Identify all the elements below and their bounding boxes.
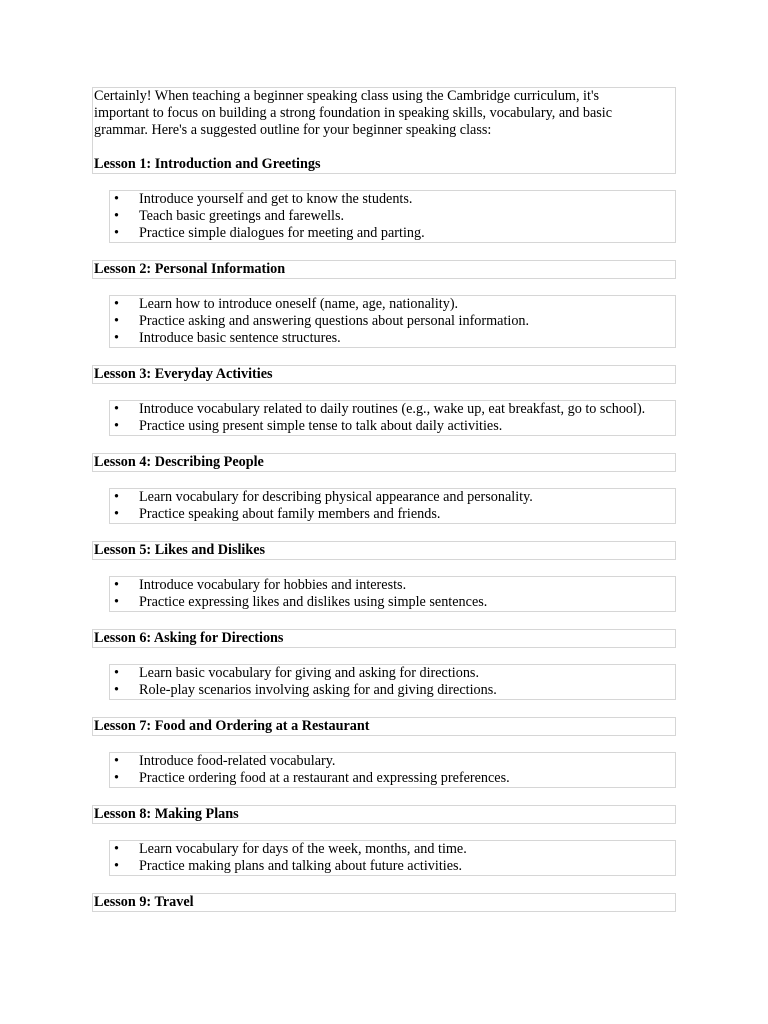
lesson-2-list [109, 295, 676, 348]
list-item: • Practice ordering food at a restaurant and expressing preferences. [110, 770, 675, 787]
list-item: • Practice expressing likes and dislikes using simple sentences. [110, 594, 675, 611]
lesson-9-title: Lesson 9: Travel [92, 893, 676, 912]
list-item: • Practice speaking about family members and friends. [110, 506, 675, 523]
lesson-7-title: Lesson 7: Food and Ordering at a Restaurant [92, 717, 676, 736]
lesson-2-title: Lesson 2: Personal Information [92, 260, 676, 279]
lesson-4-list [109, 488, 676, 524]
lesson-1-list [109, 190, 676, 243]
list-item: • Learn how to introduce oneself (name, age, nationality). [110, 296, 675, 313]
document-body [92, 87, 676, 912]
lesson-5-list [109, 576, 676, 612]
list-item: • Introduce vocabulary related to daily routines (e.g., wake up, eat breakfast, go to school). [110, 401, 675, 418]
lesson-6-title: Lesson 6: Asking for Directions [92, 629, 676, 648]
lesson-3-list [109, 400, 676, 436]
list-item: • Practice simple dialogues for meeting and parting. [110, 225, 675, 242]
intro-line-3: grammar. Here's a suggested outline for your beginner speaking class: [94, 122, 492, 138]
lesson-4-title: Lesson 4: Describing People [92, 453, 676, 472]
intro-line-2: important to focus on building a strong foundation in speaking skills, vocabulary, and basic [94, 105, 613, 121]
intro-block [92, 87, 676, 174]
list-item: • Practice making plans and talking about future activities. [110, 858, 675, 875]
list-item: • Introduce yourself and get to know the students. [110, 191, 675, 208]
list-item: • Role-play scenarios involving asking for and giving directions. [110, 682, 675, 699]
list-item: • Introduce food-related vocabulary. [110, 753, 675, 770]
intro-line-1: Certainly! When teaching a beginner speaking class using the Cambridge curriculum, it's [94, 88, 600, 104]
list-item: • Learn vocabulary for days of the week, months, and time. [110, 841, 675, 858]
list-item: • Practice asking and answering questions about personal information. [110, 313, 675, 330]
lesson-8-list [109, 840, 676, 876]
lesson-1-title: Lesson 1: Introduction and Greetings [94, 156, 321, 172]
list-item: • Practice using present simple tense to talk about daily activities. [110, 418, 675, 435]
lesson-5-title: Lesson 5: Likes and Dislikes [92, 541, 676, 560]
list-item: • Teach basic greetings and farewells. [110, 208, 675, 225]
lesson-7-list [109, 752, 676, 788]
lesson-6-list [109, 664, 676, 700]
list-item: • Learn basic vocabulary for giving and asking for directions. [110, 665, 675, 682]
list-item: • Introduce vocabulary for hobbies and interests. [110, 577, 675, 594]
intro-paragraph [94, 88, 675, 139]
list-item: • Learn vocabulary for describing physical appearance and personality. [110, 489, 675, 506]
lesson-3-title: Lesson 3: Everyday Activities [92, 365, 676, 384]
list-item: • Introduce basic sentence structures. [110, 330, 675, 347]
lesson-8-title: Lesson 8: Making Plans [92, 805, 676, 824]
